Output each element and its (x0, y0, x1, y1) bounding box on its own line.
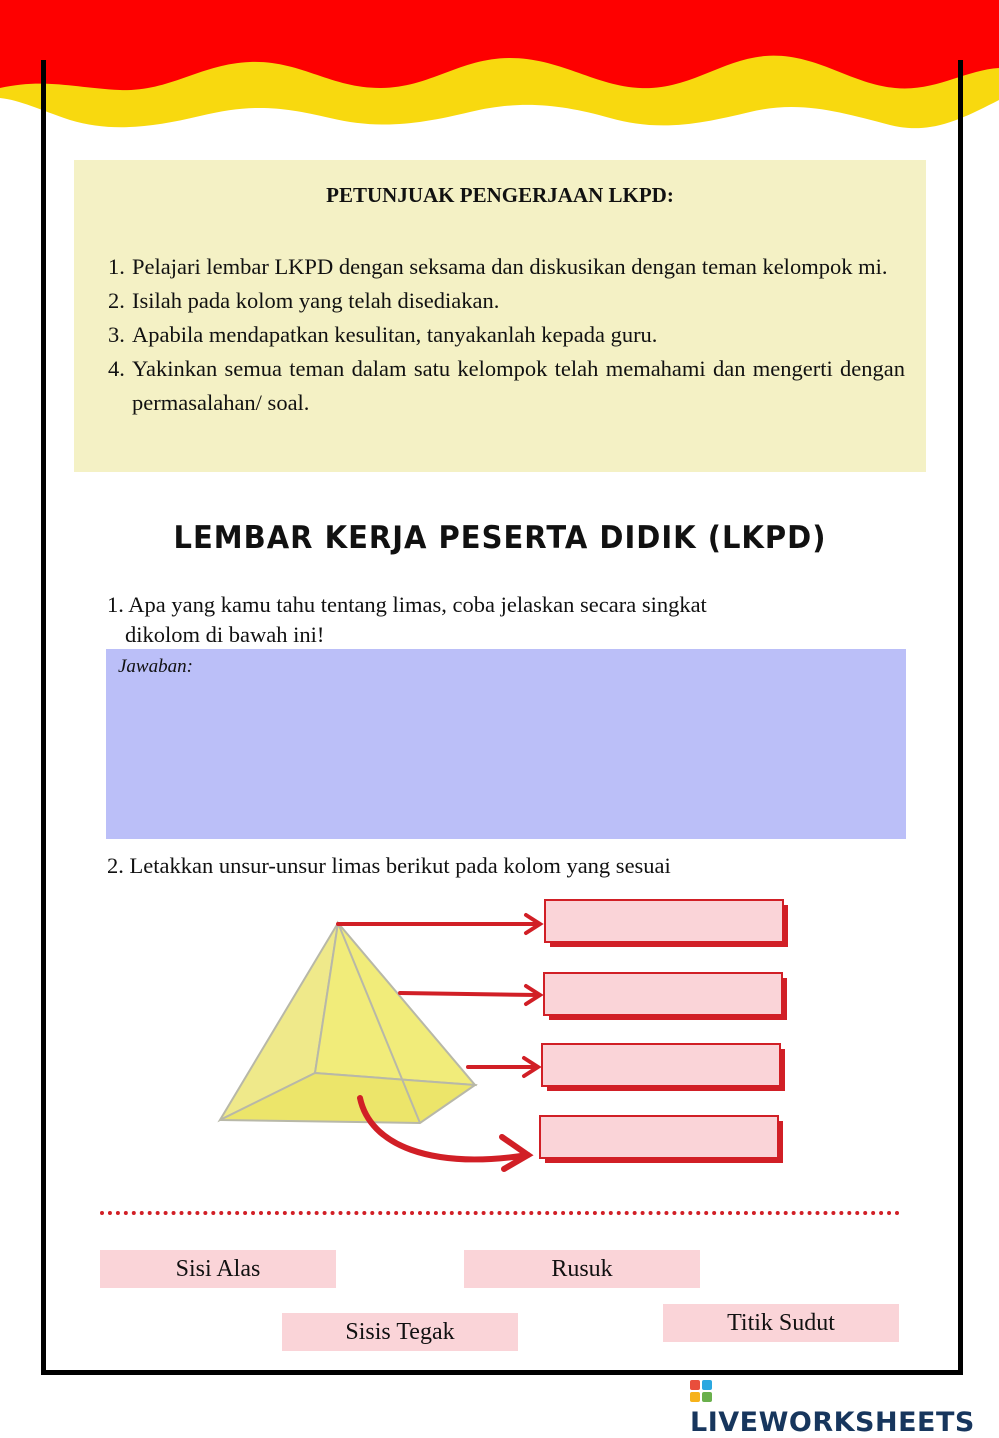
question-1-line-1: 1. Apa yang kamu tahu tentang limas, coba jelaskan secara singkat (107, 592, 707, 617)
answer-label: Jawaban: (118, 656, 193, 677)
instruction-item: 2. Isilah pada kolom yang telah disediakan. (108, 288, 500, 313)
drop-target-3[interactable] (542, 1044, 785, 1091)
drop-target-2[interactable] (544, 973, 787, 1020)
instructions-list (108, 250, 905, 420)
liveworksheets-icon (690, 1380, 712, 1402)
worksheet-title: LEMBAR KERJA PESERTA DIDIK (LKPD) (173, 518, 827, 556)
liveworksheets-logo: LIVEWORKSHEETS (690, 1376, 999, 1438)
instruction-item: 4. Yakinkan semua teman dalam satu kelompok telah memahami dan mengerti dengan permasalahan/ soal. (108, 356, 905, 415)
instruction-item: 1. Pelajari lembar LKPD dengan seksama dan diskusikan dengan teman kelompok mi. (108, 254, 888, 279)
drop-target-1[interactable] (545, 900, 788, 947)
option-titik-sudut[interactable]: Titik Sudut (663, 1304, 899, 1342)
drop-target-4[interactable] (540, 1116, 783, 1163)
dotted-divider (100, 1211, 900, 1215)
question-2: 2. Letakkan unsur-unsur limas berikut pada kolom yang sesuai (107, 853, 671, 878)
question-1 (107, 590, 887, 650)
instructions-title: PETUNJUAK PENGERJAAN LKPD: (326, 183, 674, 207)
arrow-apex (338, 915, 540, 933)
arrow-lateral-face (468, 1058, 538, 1076)
pyramid-diagram (210, 895, 820, 1185)
question-1-line-2: dikolom di bawah ini! (125, 622, 325, 647)
answer-textarea[interactable] (106, 649, 906, 839)
instruction-item: 3. Apabila mendapatkan kesulitan, tanyakanlah kepada guru. (108, 322, 658, 347)
option-sisi-alas[interactable]: Sisi Alas (100, 1250, 336, 1288)
option-rusuk[interactable]: Rusuk (464, 1250, 700, 1288)
arrow-lateral-edge (400, 986, 540, 1004)
option-sisi-tegak[interactable]: Sisis Tegak (282, 1313, 518, 1351)
